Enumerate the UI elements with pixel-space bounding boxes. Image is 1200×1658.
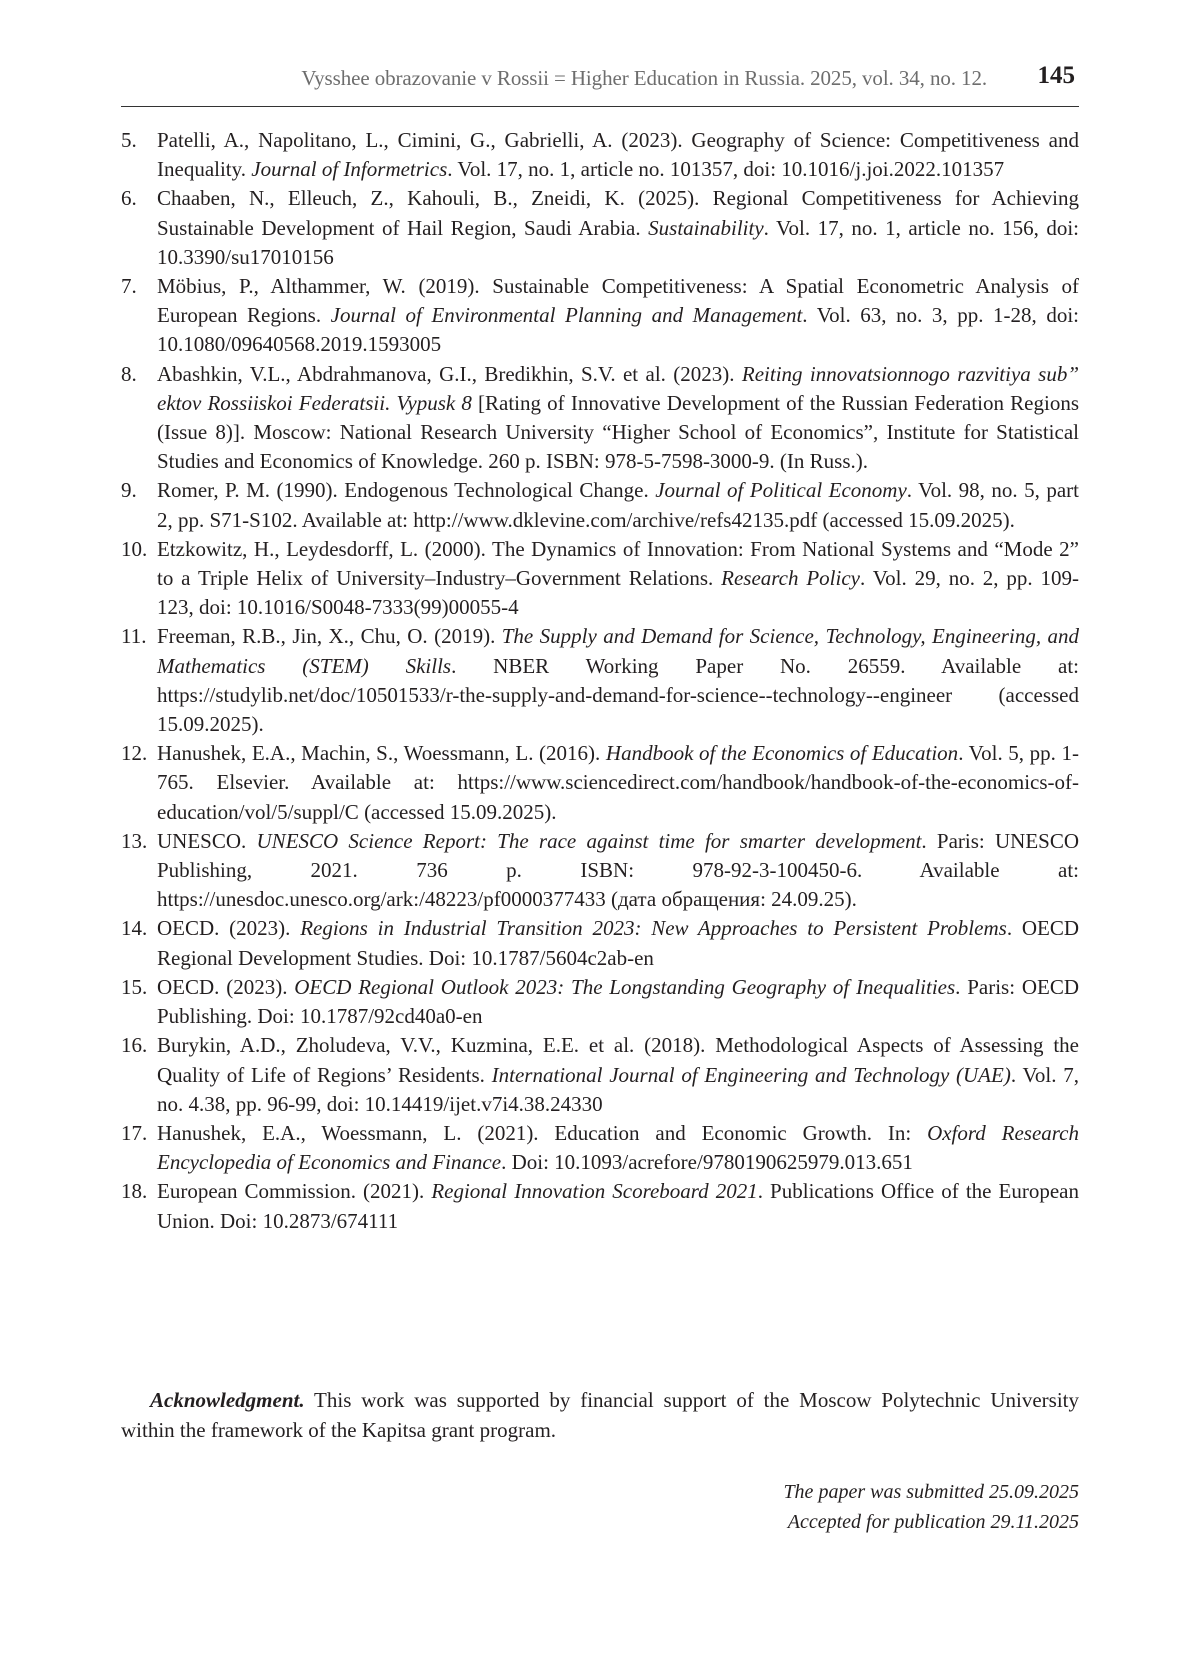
reference-item (121, 1031, 1079, 1119)
reference-number: 14. (121, 916, 148, 941)
submission-dates (783, 1477, 1079, 1537)
page-number: 145 (1037, 62, 1075, 89)
acknowledgment-text: This work was supported by financial support of the Moscow Polytechnic University within the framework of the Kapitsa grant program. (121, 1388, 1079, 1442)
reference-item (121, 1177, 1079, 1235)
reference-item (121, 476, 1079, 534)
reference-text: Möbius, P., Althammer, W. (2019). Sustainable Competitiveness: A Spatial Econometric Analysis of European Regions. Journal of Environmental Planning and Management. Vol. 63, no. 3, pp. 1-28, doi: 10.1080/09640568.2019.1593005 (157, 274, 1080, 357)
reference-number: 5. (121, 128, 137, 152)
reference-text: Romer, P. M. (1990). Endogenous Technological Change. Journal of Political Economy. Vol. 98, no. 5, part 2, pp. S71-S102. Available at: http://www.dklevine.com/archive/refs42135.pdf (accessed 15.09.2025). (157, 478, 1080, 532)
reference-text: Etzkowitz, H., Leydesdorff, L. (2000). The Dynamics of Innovation: From National Systems and “Mode 2” to a Triple Helix of University–Industry–Government Relations. Research Policy. Vol. 29, no. 2, pp. 109-123, doi: 10.1016/S0048-7333(99)00055-4 (157, 536, 1079, 620)
reference-number: 11. (121, 624, 147, 649)
running-head: Vysshee obrazovanie v Rossii = Higher Education in Russia. 2025, vol. 34, no. 12. (301, 66, 987, 90)
reference-text: European Commission. (2021). Regional Innovation Scoreboard 2021. Publications Office of the European Union. Doi: 10.2873/674111 (157, 1179, 1079, 1233)
acknowledgment-label: Acknowledgment. (150, 1388, 305, 1412)
reference-item (121, 914, 1079, 972)
reference-item (121, 622, 1079, 739)
reference-number: 17. (121, 1120, 148, 1145)
reference-item (121, 126, 1079, 184)
reference-text: Abashkin, V.L., Abdrahmanova, G.I., Bredikhin, S.V. et al. (2023). Reiting innovatsionnogo razvitiya sub” ektov Rossiiskoi Federatsii. Vypusk 8 [Rating of Innovative Development of the Russian Federation Regions (Issue 8)]. Moscow: National Research University “Higher School of Economics”, Institute for Statistical Studies and Economics of Knowledge. 260 p. ISBN: 978-5-7598-3000-9. (In Russ.). (157, 361, 1079, 474)
reference-number: 7. (121, 274, 137, 299)
accepted-date: Accepted for publication 29.11.2025 (787, 1511, 1079, 1533)
reference-number: 12. (121, 741, 148, 766)
reference-text: Hanushek, E.A., Machin, S., Woessmann, L. (2016). Handbook of the Economics of Education. Vol. 5, pp. 1-765. Elsevier. Available at: https://www.sciencedirect.com/handbook/handbook-of-the-economics-of-education/vol/5/suppl/C (accessed 15.09.2025). (157, 741, 1079, 824)
reference-number: 9. (121, 478, 137, 503)
reference-text: Hanushek, E.A., Woessmann, L. (2021). Education and Economic Growth. In: Oxford Research Encyclopedia of Economics and Finance. Doi: 10.1093/acrefore/9780190625979.013.651 (157, 1120, 1079, 1175)
reference-text: Chaaben, N., Elleuch, Z., Kahouli, B., Zneidi, K. (2025). Regional Competitiveness for Achieving Sustainable Development of Hail Region, Saudi Arabia. Sustainability. Vol. 17, no. 1, article no. 156, doi: 10.3390/su17010156 (157, 186, 1079, 269)
page-header (121, 56, 1079, 107)
reference-text: Patelli, A., Napolitano, L., Cimini, G., Gabrielli, A. (2023). Geography of Science: Competitiveness and Inequality. Journal of Informetrics. Vol. 17, no. 1, article no. 101357, doi: 10.1016/j.joi.2022.101357 (157, 128, 1079, 182)
acknowledgment (121, 1385, 1079, 1445)
reference-item (121, 360, 1079, 477)
reference-item (121, 1119, 1079, 1177)
reference-text: UNESCO. UNESCO Science Report: The race against time for smarter development. Paris: UNESCO Publishing, 2021. 736 p. ISBN: 978-92-3-100450-6. Available at: https://unesdoc.unesco.org/ark:/48223/pf0000377433 (дата обращения: 24.09.25). (157, 828, 1080, 912)
reference-item (121, 184, 1079, 272)
reference-item (121, 827, 1079, 915)
reference-number: 8. (121, 361, 137, 386)
reference-item (121, 272, 1079, 360)
reference-text: Freeman, R.B., Jin, X., Chu, O. (2019). The Supply and Demand for Science, Technology, Engineering, and Mathematics (STEM) Skills. NBER Working Paper No. 26559. Available at: https://studylib.net/doc/10501533/r-the-supply-and-demand-for-science--technology--engineer (accessed 15.09.2025). (157, 624, 1079, 737)
reference-text: OECD. (2023). OECD Regional Outlook 2023: The Longstanding Geography of Inequalities. Paris: OECD Publishing. Doi: 10.1787/92cd40a0-en (157, 974, 1079, 1029)
reference-item (121, 535, 1079, 623)
reference-number: 16. (121, 1033, 148, 1058)
reference-list (121, 126, 1079, 1236)
reference-number: 13. (121, 828, 148, 853)
reference-text: OECD. (2023). Regions in Industrial Transition 2023: New Approaches to Persistent Problems. OECD Regional Development Studies. Doi: 10.1787/5604c2ab-en (157, 916, 1079, 970)
reference-item (121, 739, 1079, 827)
reference-number: 18. (121, 1179, 148, 1204)
reference-number: 10. (121, 536, 148, 561)
reference-number: 6. (121, 186, 137, 211)
reference-text: Burykin, A.D., Zholudeva, V.V., Kuzmina, E.E. et al. (2018). Methodological Aspects of Assessing the Quality of Life of Regions’ Residents. International Journal of Engineering and Technology (UAE). Vol. 7, no. 4.38, pp. 96-99, doi: 10.14419/ijet.v7i4.38.24330 (157, 1033, 1079, 1116)
reference-number: 15. (121, 974, 148, 999)
submitted-date: The paper was submitted 25.09.2025 (783, 1481, 1079, 1503)
reference-item (121, 973, 1079, 1031)
